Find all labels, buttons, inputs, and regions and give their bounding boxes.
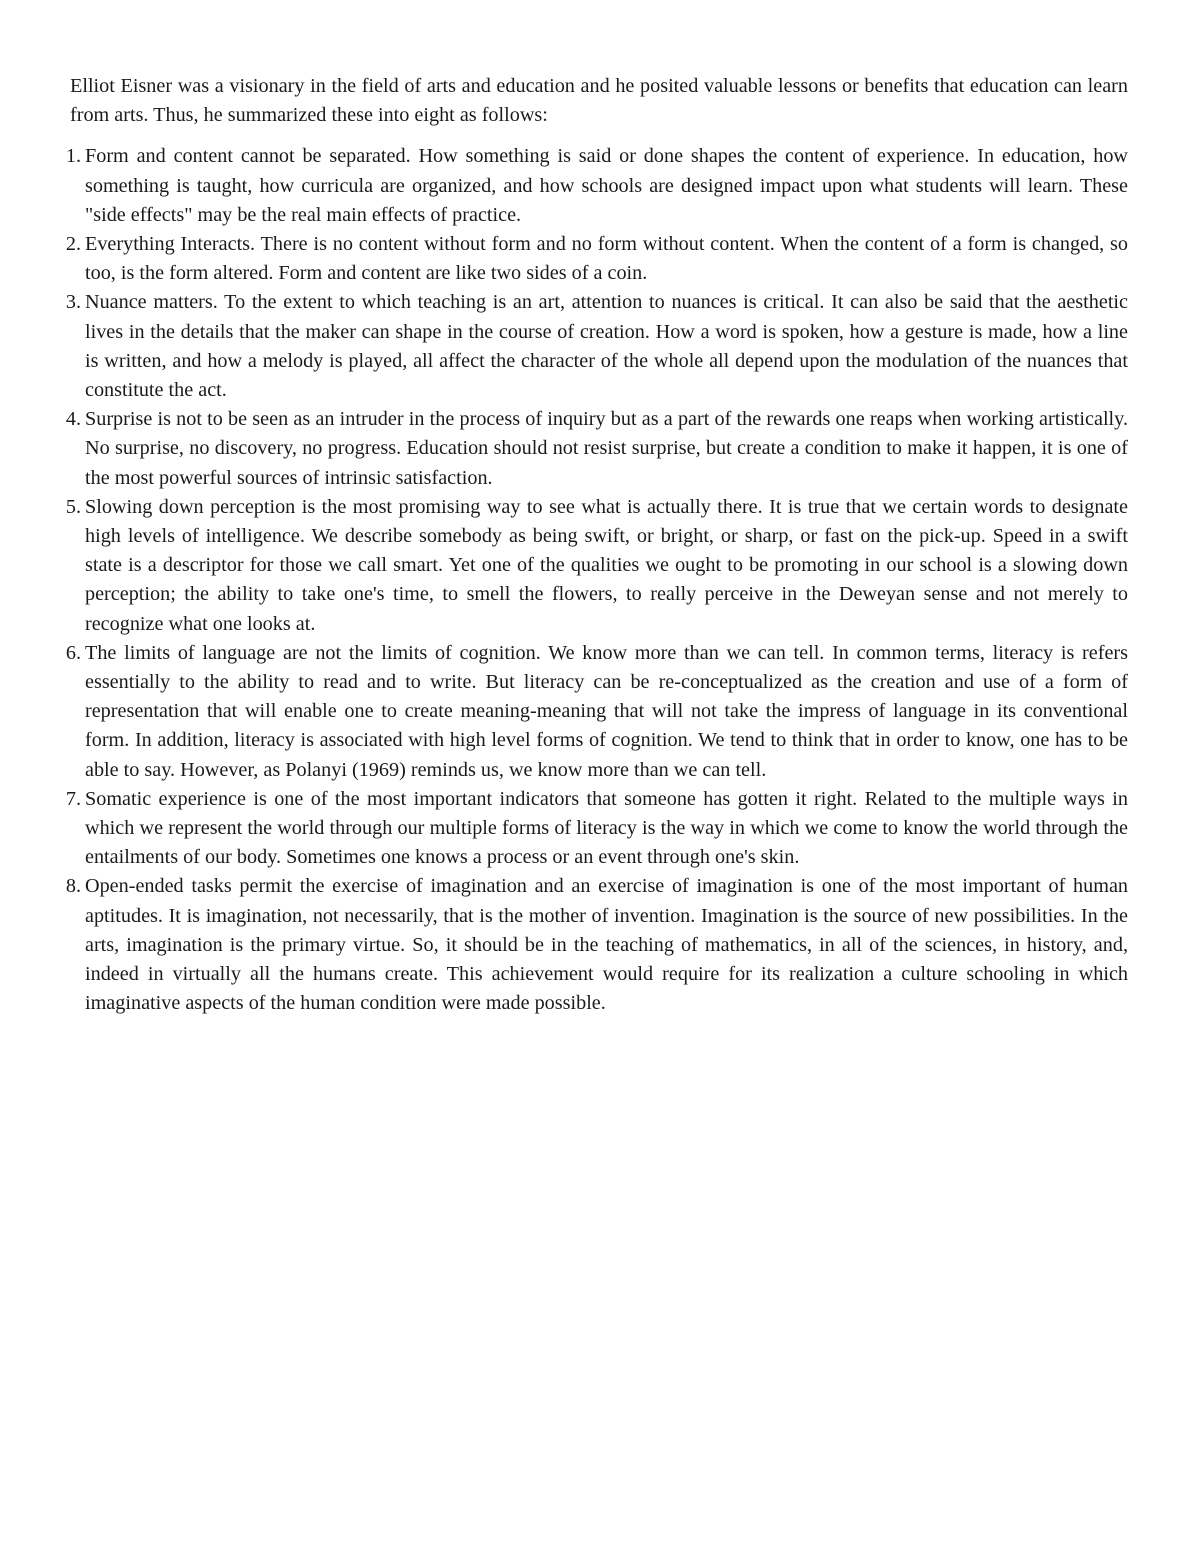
list-item-number: 5. <box>65 495 81 518</box>
list-item-number: 7. <box>65 787 81 810</box>
intro-paragraph: Elliot Eisner was a visionary in the field of arts and education and he posited valuable lessons or benefits that education can learn from arts. Thus, he summarized these into eight as follows: <box>70 75 1128 127</box>
list-item-text: Open-ended tasks permit the exercise of imagination and an exercise of imagination is one of the most important of human aptitudes. It is imagination, not necessarily, that is the mother of invention. Imagination is the source of new possibilities. In the arts, imagination is the primary virtue. So, it should be in the teaching of mathematics, in all of the sciences, in history, and, indeed in virtually all the humans create. This achievement would require for its realization a culture schooling in which imaginative aspects of the human condition were made possible. <box>85 875 1128 1015</box>
list-item-text: The limits of language are not the limits of cognition. We know more than we can tell. In common terms, literacy is refers essentially to the ability to read and to write. But literacy can be re-conceptualized as the creation and use of a form of representation that will enable one to create meaning-meaning that will not take the impress of language in its conventional form. In addition, literacy is associated with high level forms of cognition. We tend to think that in order to know, one has to be able to say. However, as Polanyi (1969) reminds us, we know more than we can tell. <box>85 641 1128 781</box>
list-item-number: 1. <box>65 145 81 168</box>
list-item <box>65 142 1128 230</box>
list-item <box>65 493 1128 639</box>
list-item <box>65 230 1128 288</box>
list-item-text: Somatic experience is one of the most important indicators that someone has gotten it right. Related to the multiple ways in which we represent the world through our multiple forms of literacy is the way in which we come to know the world through the entailments of our body. Sometimes one knows a process or an event through one's skin. <box>85 787 1128 869</box>
document-page <box>65 72 1128 1019</box>
list-item <box>65 785 1128 873</box>
list-item-text: Nuance matters. To the extent to which teaching is an art, attention to nuances is critical. It can also be said that the aesthetic lives in the details that the maker can shape in the course of creation. How a word is spoken, how a gesture is made, how a line is written, and how a melody is played, all affect the character of the whole all depend upon the modulation of the nuances that constitute the act. <box>85 291 1128 402</box>
list-item-text: Everything Interacts. There is no content without form and no form without content. When the content of a form is changed, so too, is the form altered. Form and content are like two sides of a coin. <box>85 233 1128 285</box>
list-item-number: 6. <box>65 641 81 664</box>
list-item-number: 3. <box>65 291 81 314</box>
lessons-list <box>65 142 1128 1018</box>
list-item-text: Form and content cannot be separated. How something is said or done shapes the content of experience. In education, how something is taught, how curricula are organized, and how schools are designed impact upon what students will learn. These "side effects" may be the real main effects of practice. <box>85 145 1128 226</box>
list-item <box>65 405 1128 493</box>
list-item-number: 2. <box>65 233 81 256</box>
list-item <box>65 639 1128 785</box>
list-item <box>65 872 1128 1018</box>
list-item-number: 4. <box>65 408 81 431</box>
list-item <box>65 288 1128 405</box>
list-item-text: Slowing down perception is the most promising way to see what is actually there. It is true that we certain words to designate high levels of intelligence. We describe somebody as being swift, or bright, or sharp, or fast on the pick-up. Speed in a swift state is a descriptor for those we call smart. Yet one of the qualities we ought to be promoting in our school is a slowing down perception; the ability to take one's time, to smell the flowers, to really perceive in the Deweyan sense and not merely to recognize what one looks at. <box>85 495 1128 635</box>
list-item-number: 8. <box>65 875 81 898</box>
list-item-text: Surprise is not to be seen as an intruder in the process of inquiry but as a part of the rewards one reaps when working artistically. No surprise, no discovery, no progress. Education should not resist surprise, but create a condition to make it happen, it is one of the most powerful sources of intrinsic satisfaction. <box>85 408 1128 489</box>
